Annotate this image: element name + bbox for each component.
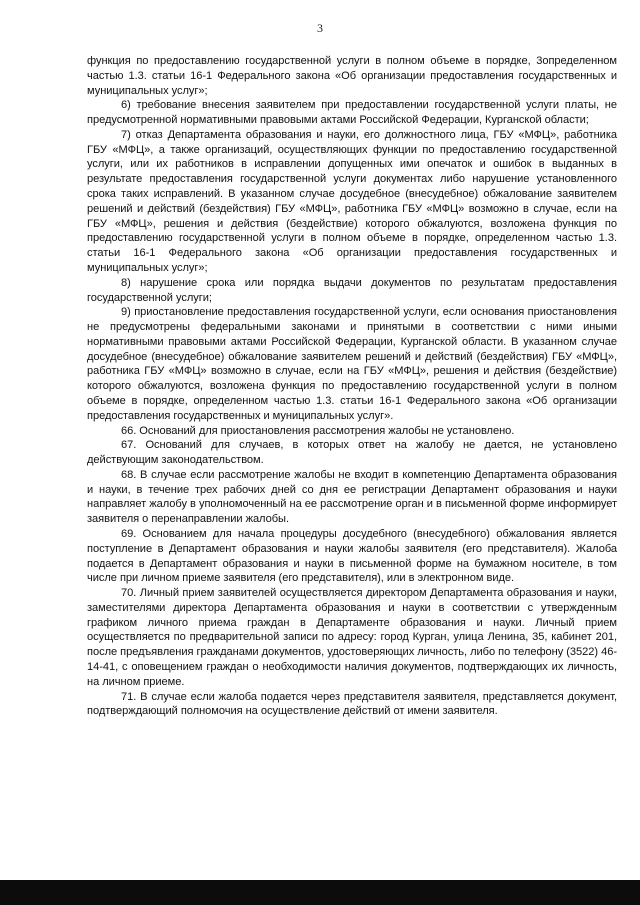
page-number: 3 [317,21,323,35]
paragraph-continuation: функция по предоставлению государственной услуги в полном объеме в порядке, 3определенном частью 1.3. статьи 16-1 Федерального закона «Об организации предоставления государственных и муниципальных услуг»; [87,55,617,97]
paragraph-item-7: 7) отказ Департамента образования и науки, его должностного лица, ГБУ «МФЦ», работника ГБУ «МФЦ», а также организаций, осуществляющих функции по предоставлению государственной услуги, или их работников в исправлении допущенных ими опечаток и ошибок в выданных в результате предоставления государственной услуги документах либо нарушение установленного срока таких исправлений. В указанном случае досудебное (внесудебное) обжалование заявителем решений и действий (бездействия) ГБУ «МФЦ», работника ГБУ «МФЦ» возможно в случае, если на ГБУ «МФЦ», решения и действия (бездействие) которого обжалуются, возложена функция по предоставлению государственной услуги в полном объеме в порядке, определенном частью 1.3. статьи 16-1 Федерального закона «Об организации предоставления государственных и муниципальных услуг»; [87,128,617,274]
paragraph-66: 66. Оснований для приостановления рассмотрения жалобы не установлено. [121,424,515,437]
paragraph-68: 68. В случае если рассмотрение жалобы не входит в компетенцию Департамента образования и науки, в течение трех рабочих дней со дня ее регистрации Департамент образования и науки направляет жалобу в уполномоченный на ее рассмотрение орган и в письменной форме информирует заявителя о перенаправлении жалобы. [87,468,617,526]
paragraph-item-9: 9) приостановление предоставления государственной услуги, если основания приостановления не предусмотрены федеральными законами и принятыми в соответствии с ними иными нормативными правовыми актами Российской Федерации, Курганской области. В указанном случае досудебное (внесудебное) обжалование заявителем решений и действий (бездействия) ГБУ «МФЦ», работника ГБУ «МФЦ» возможно в случае, если на ГБУ «МФЦ», решения и действия (бездействие) которого обжалуются, возложена функция по предоставлению государственной услуги в полном объеме в порядке, определенном частью 1.3. статьи 16-1 Федерального закона «Об организации предоставления государственных и муниципальных услуг». [87,306,617,422]
paragraph-67: 67. Оснований для случаев, в которых ответ на жалобу не дается, не установлено действующим законодательством. [87,439,617,467]
document-body [87,54,617,719]
paragraph-69: 69. Основанием для начала процедуры досудебного (внесудебного) обжалования является поступление в Департамент образования и науки жалобы заявителя (его представителя). Жалоба подается в Департамент образования и науки в письменной форме на бумажном носителе, в том числе при личном приеме заявителя (его представителя), или в электронном виде. [87,528,617,585]
scan-edge-bar [0,880,640,905]
paragraph-70: 70. Личный прием заявителей осуществляется директором Департамента образования и науки, заместителями директора Департамента образования и науки в соответствии с утвержденным графиком личного приема граждан в Департаменте образования и науки. Личный прием осуществляется по предварительной записи по адресу: город Курган, улица Ленина, 35, кабинет 201, после предъявления гражданами документов, удостоверяющих личность, либо по телефону (3522) 46-14-41, с оповещением граждан о необходимости наличия документов, подтверждающих их личность, на личном приеме. [87,587,617,688]
paragraph-item-6: 6) требование внесения заявителем при предоставлении государственной услуги платы, не предусмотренной нормативными правовыми актами Российской Федерации, Курганской области; [87,99,617,127]
paragraph-item-8: 8) нарушение срока или порядка выдачи документов по результатам предоставления государственной услуги; [87,276,617,304]
paragraph-71: 71. В случае если жалоба подается через представителя заявителя, представляется документ, подтверждающий полномочия на осуществление действий от имени заявителя. [87,690,617,718]
